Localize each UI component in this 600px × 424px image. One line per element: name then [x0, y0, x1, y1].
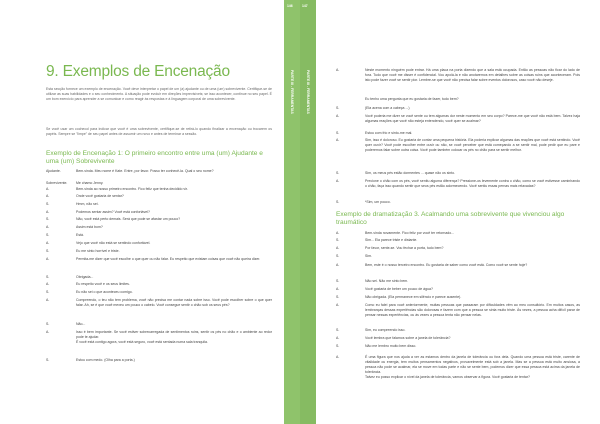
dialogue-text: Hmm, não sei.	[76, 202, 99, 206]
dialogue-text: Me chamo Jenny.	[76, 181, 104, 185]
dialogue-text: Você lembra que falamos sobre a janela de tolerância?	[365, 336, 451, 340]
dialogue-text: Sim, os meus pés estão dormentes ... quase não os sinto.	[365, 171, 456, 175]
dialogue-text: Podemos sentar assim? Você está confortável?	[76, 210, 150, 214]
speaker-label: S.	[46, 217, 50, 221]
speaker-label: S.	[336, 131, 340, 135]
speaker-label: S.	[336, 106, 340, 110]
right-page-tab	[300, 0, 316, 424]
chapter-title: 9. Exemplos de Encenação	[46, 63, 230, 80]
dialogue-text: Sim, isso é doloroso. Eu gostaria de contar uma pequena história. Ela poderia explicar algumas das reações que você está sentindo. Você quer ouvir? Você pode escolher entre ouvir ou não, se você perceber que está começando a se sentir mal, pode pedir que eu pare e poderemos falar sobre outra coisa. Você pode também colocar os pés no chão para se sentir melhor.	[365, 138, 580, 153]
dialogue-text: (Ela acena com a cabeça ...)	[365, 106, 410, 110]
speaker-label: A.	[336, 287, 340, 291]
speaker-label: S.	[336, 279, 340, 283]
speaker-label: S.	[336, 171, 340, 175]
left-page-number: 146	[287, 4, 293, 8]
dialogue-text: Estou com frio e sinto-me mal.	[365, 131, 413, 135]
speaker-label: A.	[336, 336, 340, 340]
dialogue-text: Você gostaria de beber um pouco de água?	[365, 287, 433, 291]
dialogue-text: Bem-vinda. Meu nome é Kate. Entre, por favor. Posso ter conhecê-la. Qual o seu nome?	[76, 169, 214, 173]
speaker-label: S.	[46, 275, 50, 279]
speaker-label: A.	[46, 257, 50, 261]
right-page	[316, 0, 600, 424]
dialogue-text: Bem, este é o nosso terceiro encontro. Eu gostaria de saber como você está. Como você se sente hoje?	[365, 263, 528, 267]
dialogue-text: Onde você gostaria de sentar?	[76, 194, 124, 198]
speaker-label: S.	[336, 254, 340, 258]
speaker-label: S.	[46, 290, 50, 294]
speaker-label: S.	[46, 322, 50, 326]
speaker-label: A.	[46, 298, 50, 302]
dialogue-text: Não...	[76, 322, 86, 326]
dialogue-text: Permita-me dizer que você escolhe o que quer ou não falar. Eu respeito que existam coisas que você não queira dizer.	[76, 257, 261, 261]
speaker-label: A.	[46, 187, 50, 191]
example-1-title: Exemplo de Encenação 1: O primeiro encontro entre uma (um) Ajudante e uma (um) Sobrevivente	[46, 150, 263, 165]
right-tab-label: PARTE III ‑ FERRAMENTAS	[306, 70, 310, 114]
dialogue-text: Precione o chão com os pés, você sentiu alguma diferença? Pressione-os levemente contra o chão, como se você estivesse caminhando o chão, faça isso quando sentir que seus pés estão adormecendo. Você sentiu essas pernas mais relaxadas?	[365, 179, 580, 189]
speaker-label: S.	[46, 358, 50, 362]
left-page	[0, 0, 284, 424]
intro-paragraph-1: Esta secção fornece um exemplo de encenação. Você deve interpretar o papel de um (a) ajudante ou de uma (um) sobrevivente. Certifique-se de utilizar as suas habilidades e o seu conhecimento. A situação pode evoluir em direções imprevisíveis; se isso acontecer, continue no seu papel. É um bom exercício para aprender a se comunicar e como reagir às respostas e à linguagem corporal de uma sobrevivente.	[46, 87, 272, 102]
speaker-label: S.	[336, 295, 340, 299]
dialogue-text: Bem-vinda novamente. Fico feliz por você ter retornado...	[365, 231, 455, 235]
dialogue-text: Você poderia me dizer se você sente ou tem algumas dor neste momento em seu corpo? Parece-me que você não está bem. Talvez haja algumas reações que você não esteja entendendo, você quer se acalmar?	[365, 114, 580, 124]
dialogue-text: Eu me sinto horrível e triste.	[76, 249, 120, 253]
dialogue-text: Como eu falei para você anteriormente, muitas pessoas que passaram por dificuldades vêm ao meu consultório. Em muitos casos, as lembranças dessas experiências são dolorosas e fazem com que a pessoa se sinta muito triste. Às vezes, a pessoa acha difícil parar de pensar nessas experiências, ou às vezes a pessoa tenta não pensar nelas.	[365, 303, 580, 318]
dialogue-text: Sim, eu compreendo isso.	[365, 328, 406, 332]
dialogue-text: Sim... Ela parece triste e distante.	[365, 238, 418, 242]
speaker-label: A.	[336, 303, 340, 307]
speaker-label: A.	[336, 355, 340, 359]
dialogue-text: Não, você está perto demais. Será que pode se afastar um pouco?	[76, 217, 181, 221]
speaker-label: A.	[46, 210, 50, 214]
dialogue-text: Assim está bom?	[76, 225, 103, 229]
speaker-label: A.	[46, 194, 50, 198]
dialogue-text: Compreendo, o teu não tem problema, você não precisa me contar nada sobre isso. Você pode escolher sobre o que quer falar. Ah, se é que você mexeu um pouco o cabelo. Você consegue sentir o chão sob os seus pés?	[76, 298, 272, 308]
speaker-label: S.	[46, 233, 50, 237]
speaker-label: A.	[336, 179, 340, 183]
dialogue-text: Sim.	[365, 254, 372, 258]
left-tab-label: PARTE III ‑ FERRAMENTAS	[290, 70, 294, 114]
dialogue-text: Eu respeito você e os seus limites.	[76, 282, 130, 286]
speaker-label: A.	[336, 231, 340, 235]
dialogue-text: Vejo que você não está se sentindo confortável.	[76, 241, 151, 245]
speaker-label: S.	[46, 249, 50, 253]
speaker-label: A.	[46, 330, 50, 334]
dialogue-text: Por favor, sente-se. Vou fechar a porta, tudo bem?	[365, 246, 444, 250]
speaker-label: S.	[336, 200, 340, 204]
dialogue-text: Não sei. Não me sinto bem.	[365, 279, 409, 283]
speaker-label: A.	[336, 263, 340, 267]
speaker-label: A.	[336, 114, 340, 118]
dialogue-text: Eu tenho uma pergunta que eu gostaria de fazer, tudo bem?	[365, 97, 459, 101]
speaker-label: Sobrevivente.	[46, 181, 68, 185]
dialogue-text: *Sim, um pouco.	[365, 200, 391, 204]
dialogue-text: Isso é bem importante. Se você estiver sobrecarregada de sentimentos ruins, sentir os pés no chão e o ambiente ao redor pode te ajudar. É você está contigo agora, você está seguro, você está sentada numa sala tranquila.	[76, 330, 272, 345]
intro-paragraph-2: Se você usar um cochecol para indicar que você é uma sobrevivente, certifique-se de retirá-lo quando finalizar a encenação ou trocarem os papéis. Sempre se "limpe" de seu papel antes de assumir um novo e antes de terminar a sessão.	[46, 127, 272, 137]
speaker-label: A.	[336, 246, 340, 250]
dialogue-text: Estou com medo. (Olha para a porta.)	[76, 358, 135, 362]
example-3-title: Exemplo de dramatização 3. Acalmando uma sobrevivente que vivenciou algo traumático	[336, 211, 565, 226]
dialogue-text: Neste momento ninguém pode entrar. Há uma placa na porta dizendo que a sala está ocupada. Então as pessoas não ficar do lado de fora. Tudo que você me disser é confidencial. Vou apoiá-la e não anotaremos em detalhes sobre as coisas ruins que aconteceram. Pois isto pode fazer você se sentir pior. Lembre-se que você não precisa falar sobre eventos dolorosos, caso você não deseje.	[365, 68, 580, 83]
dialogue-text: É uma figura que nos ajuda a ver as estamos dentro da janela de tolerância ou fora dela. Quando uma pessoa está triste, carente de vitalidade ou energia, tem muitos pensamentos negativos, provavelmente está sob a janela. Mas se a pessoa está muito ansiosa, a pessoa não pode se acalmar, ela se move em todas parte e não se sente bem, podemos dizer que essa pessoa está acima da janela de tolerância. Talvez eu posso explicar o nível da janela de tolerância, vamos observar a figura. Você gostaria de tentar?	[365, 355, 580, 380]
speaker-label: A.	[336, 138, 340, 142]
speaker-label: S.	[336, 238, 340, 242]
dialogue-text: Eu não sei o que aconteceu comigo.	[76, 290, 133, 294]
speaker-label: S.	[336, 328, 340, 332]
speaker-label: Ajudante.	[46, 169, 61, 173]
dialogue-text: Está.	[76, 233, 84, 237]
speaker-label: A.	[46, 225, 50, 229]
left-page-tab	[284, 0, 300, 424]
dialogue-text: Não me lembro muito bem disso.	[365, 344, 417, 348]
speaker-label: S.	[46, 202, 50, 206]
speaker-label: A.	[46, 282, 50, 286]
dialogue-text: Obrigada...	[76, 275, 94, 279]
dialogue-text: Bem-vinda ao nosso primeiro encontro. Fico feliz que tenha decidido vir.	[76, 187, 188, 191]
speaker-label: A.	[46, 241, 50, 245]
speaker-label: A.	[336, 68, 340, 72]
speaker-label: S.	[336, 344, 340, 348]
dialogue-text: Não obrigada. (Ela permanece em silêncio e parece ausente).	[365, 295, 462, 299]
right-page-number: 147	[302, 4, 308, 8]
